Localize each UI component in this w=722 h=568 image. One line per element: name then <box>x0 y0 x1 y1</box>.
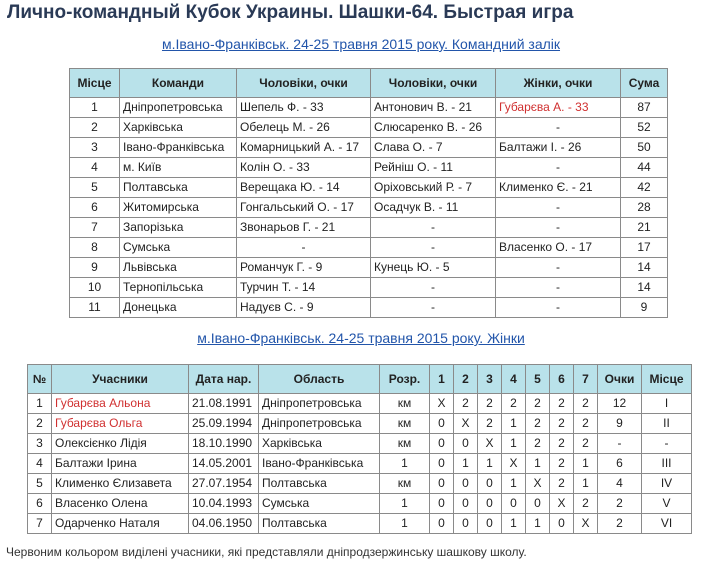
table-row <box>28 454 692 474</box>
place-cell: - <box>642 434 692 454</box>
men2-cell: - <box>371 238 496 258</box>
women-cell: - <box>496 158 621 178</box>
team-cell: Сумська <box>120 238 237 258</box>
place-cell: 3 <box>70 138 120 158</box>
men2-cell: Слюсаренко В. - 26 <box>371 118 496 138</box>
table-row <box>70 98 668 118</box>
men2-cell: - <box>371 218 496 238</box>
table-row <box>70 138 668 158</box>
points-cell: 4 <box>598 474 642 494</box>
participant-cell: Губарєва Ольга <box>52 414 189 434</box>
team-standings-table <box>69 68 668 318</box>
women-cell: - <box>496 278 621 298</box>
place-cell: 8 <box>70 238 120 258</box>
table-row <box>70 158 668 178</box>
women-cell: Власенко О. - 17 <box>496 238 621 258</box>
team-cell: Харківська <box>120 118 237 138</box>
num-cell: 1 <box>28 394 52 414</box>
game-5-cell: 1 <box>526 514 550 534</box>
rank-cell: 1 <box>380 454 430 474</box>
women-cell: Балтажи І. - 26 <box>496 138 621 158</box>
points-cell: 12 <box>598 394 642 414</box>
team-cell: Дніпропетровська <box>120 98 237 118</box>
table-row <box>70 178 668 198</box>
team-cell: м. Київ <box>120 158 237 178</box>
team-cell: Львівська <box>120 258 237 278</box>
col-region: Область <box>259 365 380 394</box>
team-cell: Тернопільська <box>120 278 237 298</box>
game-6-cell: 2 <box>550 454 574 474</box>
game-2-cell: 2 <box>454 394 478 414</box>
game-6-cell: 2 <box>550 394 574 414</box>
dob-cell: 27.07.1954 <box>189 474 259 494</box>
region-cell: Харківська <box>259 434 380 454</box>
points-cell: 9 <box>598 414 642 434</box>
place-cell: III <box>642 454 692 474</box>
game-7-cell: 2 <box>574 494 598 514</box>
game-4-cell: 2 <box>502 394 526 414</box>
rank-cell: км <box>380 434 430 454</box>
rank-cell: км <box>380 414 430 434</box>
men1-cell: - <box>237 238 371 258</box>
game-6-cell: 2 <box>550 414 574 434</box>
game-5-cell: 0 <box>526 494 550 514</box>
men1-cell: Турчин Т. - 14 <box>237 278 371 298</box>
place-cell: 6 <box>70 198 120 218</box>
game-7-cell: 1 <box>574 454 598 474</box>
col-men-1: Чоловіки, очки <box>237 69 371 98</box>
table-row <box>28 394 692 414</box>
team-cell: Житомирська <box>120 198 237 218</box>
col-dob: Дата нар. <box>189 365 259 394</box>
game-2-cell: 0 <box>454 474 478 494</box>
game-5-cell: 2 <box>526 414 550 434</box>
num-cell: 2 <box>28 414 52 434</box>
men1-cell: Гонгальський О. - 17 <box>237 198 371 218</box>
game-4-cell: 1 <box>502 414 526 434</box>
game-4-cell: X <box>502 454 526 474</box>
team-cell: Полтавська <box>120 178 237 198</box>
col-rank: Розр. <box>380 365 430 394</box>
men1-cell: Верещака Ю. - 14 <box>237 178 371 198</box>
total-cell: 52 <box>621 118 668 138</box>
game-6-cell: 0 <box>550 514 574 534</box>
women-cell: - <box>496 198 621 218</box>
col-total: Сума <box>621 69 668 98</box>
total-cell: 44 <box>621 158 668 178</box>
num-cell: 6 <box>28 494 52 514</box>
game-2-cell: 0 <box>454 434 478 454</box>
table-row <box>28 414 692 434</box>
region-cell: Полтавська <box>259 514 380 534</box>
game-3-cell: 2 <box>478 414 502 434</box>
game-1-cell: 0 <box>430 454 454 474</box>
table-row <box>28 474 692 494</box>
dob-cell: 18.10.1990 <box>189 434 259 454</box>
rank-cell: км <box>380 394 430 414</box>
col-num: № <box>28 365 52 394</box>
region-cell: Дніпропетровська <box>259 414 380 434</box>
place-cell: 11 <box>70 298 120 318</box>
participant-cell: Клименко Єлизавета <box>52 474 189 494</box>
dob-cell: 04.06.1950 <box>189 514 259 534</box>
game-3-cell: 0 <box>478 494 502 514</box>
col-game-2: 2 <box>454 365 478 394</box>
table-row <box>28 494 692 514</box>
men2-cell: Рейніш О. - 11 <box>371 158 496 178</box>
men1-cell: Романчук Г. - 9 <box>237 258 371 278</box>
points-cell: 2 <box>598 494 642 514</box>
total-cell: 50 <box>621 138 668 158</box>
place-cell: V <box>642 494 692 514</box>
participant-cell: Олексієнко Лідія <box>52 434 189 454</box>
team-section-link[interactable]: м.Івано-Франківськ. 24-25 травня 2015 року. Командний залік <box>161 36 561 52</box>
region-cell: Дніпропетровська <box>259 394 380 414</box>
total-cell: 14 <box>621 278 668 298</box>
participant-cell: Власенко Олена <box>52 494 189 514</box>
women-table-header <box>28 365 692 394</box>
total-cell: 14 <box>621 258 668 278</box>
team-cell: Донецька <box>120 298 237 318</box>
region-cell: Івано-Франківська <box>259 454 380 474</box>
table-row <box>70 258 668 278</box>
game-2-cell: 0 <box>454 514 478 534</box>
table-row <box>70 278 668 298</box>
men2-cell: Кунець Ю. - 5 <box>371 258 496 278</box>
points-cell: - <box>598 434 642 454</box>
game-6-cell: 2 <box>550 434 574 454</box>
women-cell: - <box>496 218 621 238</box>
men2-cell: Антонович В. - 21 <box>371 98 496 118</box>
place-cell: 7 <box>70 218 120 238</box>
game-7-cell: 2 <box>574 434 598 454</box>
place-cell: IV <box>642 474 692 494</box>
women-cell: Клименко Є. - 21 <box>496 178 621 198</box>
place-cell: I <box>642 394 692 414</box>
place-cell: 10 <box>70 278 120 298</box>
participant-cell: Одарченко Наталя <box>52 514 189 534</box>
dob-cell: 14.05.2001 <box>189 454 259 474</box>
place-cell: 1 <box>70 98 120 118</box>
footer-note: Червоним кольором виділені учасники, які представляли дніпродзержинську шашкову школу. <box>6 545 527 559</box>
game-5-cell: 1 <box>526 454 550 474</box>
table-row <box>70 298 668 318</box>
points-cell: 2 <box>598 514 642 534</box>
col-women-place: Місце <box>642 365 692 394</box>
table-row <box>70 118 668 138</box>
place-cell: 9 <box>70 258 120 278</box>
place-cell: 2 <box>70 118 120 138</box>
game-1-cell: 0 <box>430 434 454 454</box>
game-5-cell: X <box>526 474 550 494</box>
table-row <box>28 514 692 534</box>
women-section-link[interactable]: м.Івано-Франківськ. 24-25 травня 2015 року. Жінки <box>197 330 525 346</box>
men2-cell: - <box>371 278 496 298</box>
total-cell: 87 <box>621 98 668 118</box>
game-7-cell: 2 <box>574 414 598 434</box>
game-1-cell: 0 <box>430 494 454 514</box>
place-cell: VI <box>642 514 692 534</box>
participant-cell: Губарєва Альона <box>52 394 189 414</box>
game-2-cell: 0 <box>454 494 478 514</box>
col-team: Команди <box>120 69 237 98</box>
total-cell: 28 <box>621 198 668 218</box>
rank-cell: 1 <box>380 494 430 514</box>
women-cell: Губарєва А. - 33 <box>496 98 621 118</box>
table-row <box>70 218 668 238</box>
dob-cell: 25.09.1994 <box>189 414 259 434</box>
men2-cell: Осадчук В. - 11 <box>371 198 496 218</box>
team-cell: Івано-Франківська <box>120 138 237 158</box>
game-4-cell: 1 <box>502 474 526 494</box>
place-cell: II <box>642 414 692 434</box>
region-cell: Полтавська <box>259 474 380 494</box>
game-7-cell: 2 <box>574 394 598 414</box>
game-2-cell: 1 <box>454 454 478 474</box>
place-cell: 5 <box>70 178 120 198</box>
col-game-1: 1 <box>430 365 454 394</box>
game-3-cell: 0 <box>478 474 502 494</box>
col-women: Жінки, очки <box>496 69 621 98</box>
men1-cell: Комарницький А. - 17 <box>237 138 371 158</box>
game-1-cell: 0 <box>430 414 454 434</box>
game-4-cell: 1 <box>502 514 526 534</box>
num-cell: 5 <box>28 474 52 494</box>
total-cell: 42 <box>621 178 668 198</box>
men1-cell: Звонарьов Г. - 21 <box>237 218 371 238</box>
men1-cell: Колін О. - 33 <box>237 158 371 178</box>
place-cell: 4 <box>70 158 120 178</box>
rank-cell: 1 <box>380 514 430 534</box>
points-cell: 6 <box>598 454 642 474</box>
table-row <box>70 198 668 218</box>
game-3-cell: X <box>478 434 502 454</box>
women-cell: - <box>496 258 621 278</box>
col-game-5: 5 <box>526 365 550 394</box>
game-7-cell: 1 <box>574 474 598 494</box>
men1-cell: Шепель Ф. - 33 <box>237 98 371 118</box>
men2-cell: Слава О. - 7 <box>371 138 496 158</box>
game-3-cell: 2 <box>478 394 502 414</box>
game-1-cell: 0 <box>430 474 454 494</box>
col-game-6: 6 <box>550 365 574 394</box>
num-cell: 3 <box>28 434 52 454</box>
game-6-cell: X <box>550 494 574 514</box>
col-participant: Учасники <box>52 365 189 394</box>
region-cell: Сумська <box>259 494 380 514</box>
col-game-7: 7 <box>574 365 598 394</box>
game-1-cell: 0 <box>430 514 454 534</box>
game-6-cell: 2 <box>550 474 574 494</box>
participant-cell: Балтажи Ірина <box>52 454 189 474</box>
total-cell: 17 <box>621 238 668 258</box>
game-5-cell: 2 <box>526 434 550 454</box>
col-place: Місце <box>70 69 120 98</box>
rank-cell: км <box>380 474 430 494</box>
game-1-cell: X <box>430 394 454 414</box>
table-row <box>28 434 692 454</box>
col-points: Очки <box>598 365 642 394</box>
table-row <box>70 238 668 258</box>
game-4-cell: 1 <box>502 434 526 454</box>
col-men-2: Чоловіки, очки <box>371 69 496 98</box>
women-standings-table <box>27 364 692 534</box>
game-4-cell: 0 <box>502 494 526 514</box>
women-cell: - <box>496 298 621 318</box>
page-title: Лично-командный Кубок Украины. Шашки-64. Быстрая игра <box>7 2 574 23</box>
women-cell: - <box>496 118 621 138</box>
total-cell: 9 <box>621 298 668 318</box>
game-7-cell: X <box>574 514 598 534</box>
col-game-4: 4 <box>502 365 526 394</box>
men1-cell: Надуєв С. - 9 <box>237 298 371 318</box>
men2-cell: Оріховський Р. - 7 <box>371 178 496 198</box>
team-table-header <box>70 69 668 98</box>
game-3-cell: 1 <box>478 454 502 474</box>
dob-cell: 10.04.1993 <box>189 494 259 514</box>
men1-cell: Обелець М. - 26 <box>237 118 371 138</box>
game-2-cell: X <box>454 414 478 434</box>
total-cell: 21 <box>621 218 668 238</box>
col-game-3: 3 <box>478 365 502 394</box>
num-cell: 7 <box>28 514 52 534</box>
game-5-cell: 2 <box>526 394 550 414</box>
dob-cell: 21.08.1991 <box>189 394 259 414</box>
men2-cell: - <box>371 298 496 318</box>
game-3-cell: 0 <box>478 514 502 534</box>
team-cell: Запорізька <box>120 218 237 238</box>
num-cell: 4 <box>28 454 52 474</box>
